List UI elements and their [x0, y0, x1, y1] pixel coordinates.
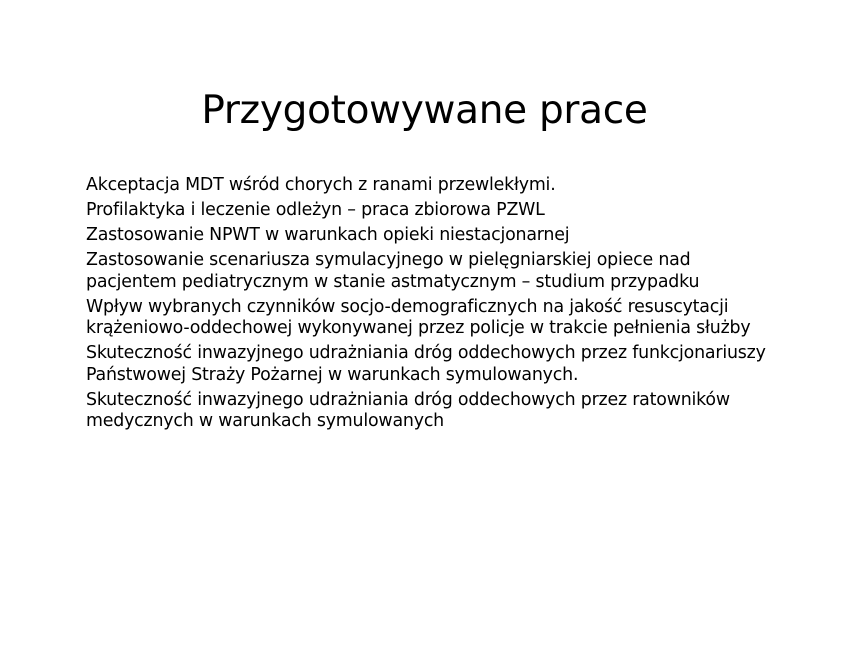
slide-title: Przygotowywane prace [201, 88, 648, 133]
list-item: Profilaktyka i leczenie odleżyn – praca zbiorowa PZWL [86, 200, 545, 220]
list-item: Akceptacja MDT wśród chorych z ranami przewlekłymi. [86, 175, 556, 195]
list-item: Skuteczność inwazyjnego udrażniania dróg oddechowych przez ratowników medycznych w warunkach symulowanych [86, 389, 730, 431]
list-item: Zastosowanie scenariusza symulacyjnego w pielęgniarskiej opiece nad pacjentem pediatrycznym w stanie astmatycznym – studium przypadku [86, 250, 700, 292]
list-item: Skuteczność inwazyjnego udrażniania dróg oddechowych przez funkcjonariuszy Państwowej Straży Pożarnej w warunkach symulowanych. [86, 343, 766, 385]
list-item: Zastosowanie NPWT w warunkach opieki niestacjonarnej [86, 225, 570, 245]
work-list [86, 175, 776, 436]
list-item: Wpływ wybranych czynników socjo-demograficznych na jakość resuscytacji krążeniowo-oddechowej wykonywanej przez policje w trakcie pełnienia służby [86, 296, 751, 338]
